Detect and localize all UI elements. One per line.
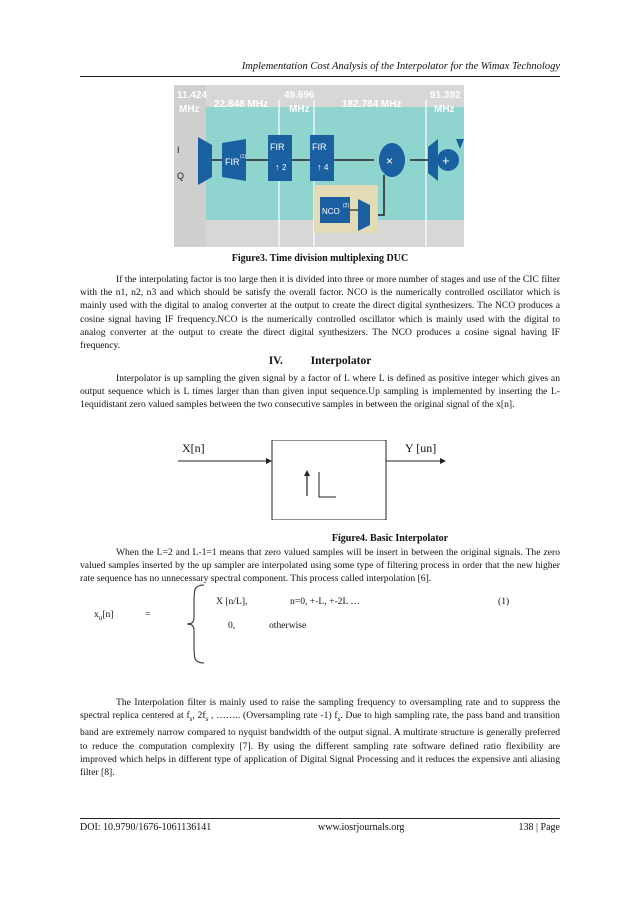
fir3-factor: 4 xyxy=(324,163,329,172)
output-signal-label: Y [un] xyxy=(405,441,437,455)
freq-label-3: 49.696 xyxy=(284,90,315,101)
up-arrow-icon: ↑ xyxy=(317,162,322,172)
footer-site: www.iosrjournals.org xyxy=(318,822,405,833)
paragraph-3: When the L=2 and L-1=1 means that zero valued samples will be insert in between the original signals. The zero valued samples inserted by the up sampler are interpolated using some type of filtering process in order that the new higher rate sequence has no unnecessary spectral component. This process called interpolation [6]. xyxy=(80,547,560,585)
multiply-icon: × xyxy=(386,154,394,168)
duc-diagram xyxy=(174,85,464,247)
freq-label-1: 11.424 xyxy=(177,90,208,101)
freq-unit-1: MHz xyxy=(179,104,200,115)
equation-equals: = xyxy=(145,609,151,620)
header-rule xyxy=(80,76,560,77)
input-q-label: Q xyxy=(177,171,185,181)
freq-unit-5: MHz xyxy=(434,104,455,115)
input-i-label: I xyxy=(177,145,180,155)
input-arrowhead xyxy=(266,458,272,464)
case2-condition: otherwise xyxy=(269,620,307,631)
case1-expression: X [n/L], xyxy=(216,596,248,607)
fir3-label: FIR xyxy=(312,142,327,152)
freq-unit-3: MHz xyxy=(289,104,310,115)
plus-icon: + xyxy=(442,153,450,168)
footer-doi: DOI: 10.9790/1676-1061136141 xyxy=(80,822,212,833)
equation-number: (1) xyxy=(498,596,510,607)
equation-lhs: $x_u[n]$ xyxy=(94,609,114,622)
nco-label: NCO xyxy=(322,207,340,216)
input-signal-label: X[n] xyxy=(182,441,205,455)
paragraph-1: If the interpolating factor is too large then it is divided into three or more number of stages and use of the CIC filter with the n1, n2, n3 and which should be satisfy the overall factor. NCO is the numerically controlled oscillator which is mainly used with the digital to analog converter at the output to create the direct digital synthesizers. The NCO produces a cosine signal having IF frequency.NCO is the numerically controlled oscillator which is mainly used with the digital to analog converter at the output to create the direct digital synthesizers. The NCO produces a cosine signal having IF frequency. xyxy=(80,274,560,352)
output-arrowhead xyxy=(440,458,446,464)
figure3-caption: Figure3. Time division multiplexing DUC xyxy=(231,253,409,264)
section-title: Interpolator xyxy=(310,355,372,367)
footer-page: 138 | Page xyxy=(518,822,560,833)
up-arrow-icon: ↑ xyxy=(275,162,280,172)
nco-sup: (2) xyxy=(343,203,350,209)
fir1-label: FIR xyxy=(225,157,240,167)
case2-expression: 0, xyxy=(228,620,236,631)
figure4-caption: Figure4. Basic Interpolator xyxy=(331,533,449,544)
freq-label-4: 182.784 MHz xyxy=(342,99,402,110)
fir1-sup: (1) xyxy=(240,154,247,160)
case1-condition: n=0, +-L, +-2L … xyxy=(290,596,360,607)
freq-label-2: 22.848 MHz xyxy=(214,99,268,110)
input-mux-shape xyxy=(198,137,212,185)
paragraph-2: Interpolator is up sampling the given signal by a factor of L where L is defined as positive integer which gives an output sequence which is L times larger than than given input sequence.Up sampling is implemented by inserting the L-1equidistant zero valued samples between the two consecutive samples in between the original signal of the x[n]. xyxy=(80,373,560,411)
freq-label-5: 91.392 xyxy=(430,90,461,101)
left-brace xyxy=(186,584,206,664)
footer-rule xyxy=(80,818,560,819)
paragraph-4: The Interpolation filter is mainly used to raise the sampling frequency to oversampling rate and to suppress the spectral replica centered at $f_s$, $2f_s$ , …….. (Oversampling rate -1) $f_s$. Due to high sampling rate, the pass band and transition band are extremely narrow compared to nyquist bandwidth of the output signal. A multirate structure is generally preferred to reduce the computation complexity [7]. By using the different sampling rate software defined ratio flexibility are improved which helps in different type of application of Digital Signal Processing and it reduces the expensive anti aliasing filter [8]. xyxy=(80,697,560,778)
upsampler-block xyxy=(272,440,386,520)
fir2-factor: 2 xyxy=(282,163,287,172)
fir2-label: FIR xyxy=(270,142,285,152)
running-header: Implementation Cost Analysis of the Interpolator for the Wimax Technology xyxy=(241,61,560,72)
section-heading xyxy=(80,355,560,367)
section-number: IV. xyxy=(268,355,283,367)
